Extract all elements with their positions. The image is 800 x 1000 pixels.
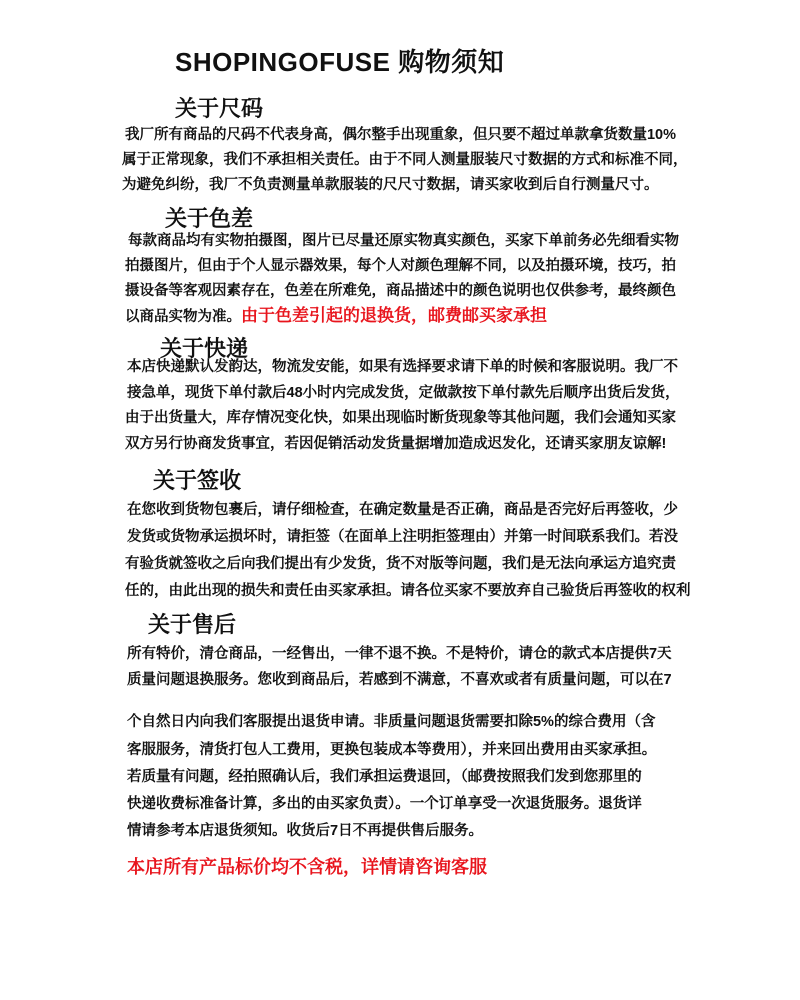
color-line: 拍摄图片，但由于个人显示器效果，每个人对颜色理解不同，以及拍摄环境，技巧，拍 bbox=[125, 258, 676, 274]
section-heading-color: 关于色差 bbox=[165, 206, 254, 231]
section-heading-size: 关于尺码 bbox=[175, 96, 264, 121]
size-line: 为避免纠纷，我厂不负责测量单款服装的尺尺寸数据，请买家收到后自行测量尺寸。 bbox=[122, 177, 659, 193]
shipping-line: 由于出货量大，库存情况变化快，如果出现临时断货现象等其他问题，我们会通知买家 bbox=[125, 410, 676, 426]
shipping-line: 本店快递默认发韵达，物流发安能，如果有选择要求请下单的时候和客服说明。我厂不 bbox=[127, 359, 678, 375]
aftersales-line: 情请参考本店退货须知。收货后7日不再提供售后服务。 bbox=[127, 823, 484, 839]
receipt-line: 有验货就签收之后向我们提出有少发货，货不对版等问题，我们是无法向承运方追究责 bbox=[125, 556, 676, 572]
color-line: 每款商品均有实物拍摄图，图片已尽量还原实物真实颜色，买家下单前务必先细看实物 bbox=[128, 233, 679, 249]
shipping-line: 双方另行协商发货事宜，若因促销活动发货量据增加造成迟发化，还请买家朋友谅解! bbox=[125, 436, 667, 452]
aftersales-line: 质量问题退换服务。您收到商品后，若感到不满意，不喜欢或者有质量问题，可以在7 bbox=[127, 672, 672, 688]
aftersales-line: 客服服务，清货打包人工费用，更换包装成本等费用），并来回出费用由买家承担。 bbox=[127, 742, 657, 758]
size-line: 属于正常现象，我们不承担相关责任。由于不同人测量服装尺寸数据的方式和标准不同， bbox=[122, 152, 688, 168]
color-line: 摄设备等客观因素存在，色差在所难免，商品描述中的颜色说明也仅供参考，最终颜色 bbox=[125, 283, 676, 299]
receipt-line: 任的，由此出现的损失和责任由买家承担。请各位买家不要放弃自己验货后再签收的权利 bbox=[125, 583, 691, 599]
page-title: SHOPINGOFUSE 购物须知 bbox=[175, 47, 505, 77]
color-line-text: 以商品实物为准。 bbox=[125, 309, 241, 325]
size-line: 我厂所有商品的尺码不代表身高，偶尔整手出现重象，但只要不超过单款拿货数量10% bbox=[125, 127, 677, 143]
section-heading-receipt: 关于签收 bbox=[153, 468, 242, 493]
tax-notice: 本店所有产品标价均不含税，详情请咨询客服 bbox=[127, 857, 487, 877]
aftersales-line: 个自然日内向我们客服提出退货申请。非质量问题退货需要扣除5%的综合费用（含 bbox=[127, 714, 656, 730]
section-heading-shipping: 关于快递 bbox=[160, 336, 249, 361]
receipt-line: 发货或货物承运损坏时，请拒签（在面单上注明拒签理由）并第一时间联系我们。若没 bbox=[127, 529, 678, 545]
aftersales-line: 快递收费标准备计算，多出的由买家负责）。一个订单享受一次退货服务。退货详 bbox=[127, 796, 642, 812]
aftersales-line: 所有特价，清仓商品，一经售出，一律不退不换。不是特价，请仓的款式本店提供7天 bbox=[127, 646, 672, 662]
section-heading-aftersales: 关于售后 bbox=[148, 612, 237, 637]
aftersales-line: 若质量有问题，经拍照确认后，我们承担运费退回，（邮费按照我们发到您那里的 bbox=[127, 769, 642, 785]
color-warning: 由于色差引起的退换货，邮费邮买家承担 bbox=[241, 306, 547, 325]
receipt-line: 在您收到货物包裹后，请仔细检查，在确定数量是否正确，商品是否完好后再签收，少 bbox=[127, 502, 678, 518]
shipping-line: 接急单，现货下单付款后48小时内完成发货，定做款按下单付款先后顺序出货后发货， bbox=[127, 385, 680, 401]
color-line bbox=[125, 307, 547, 326]
